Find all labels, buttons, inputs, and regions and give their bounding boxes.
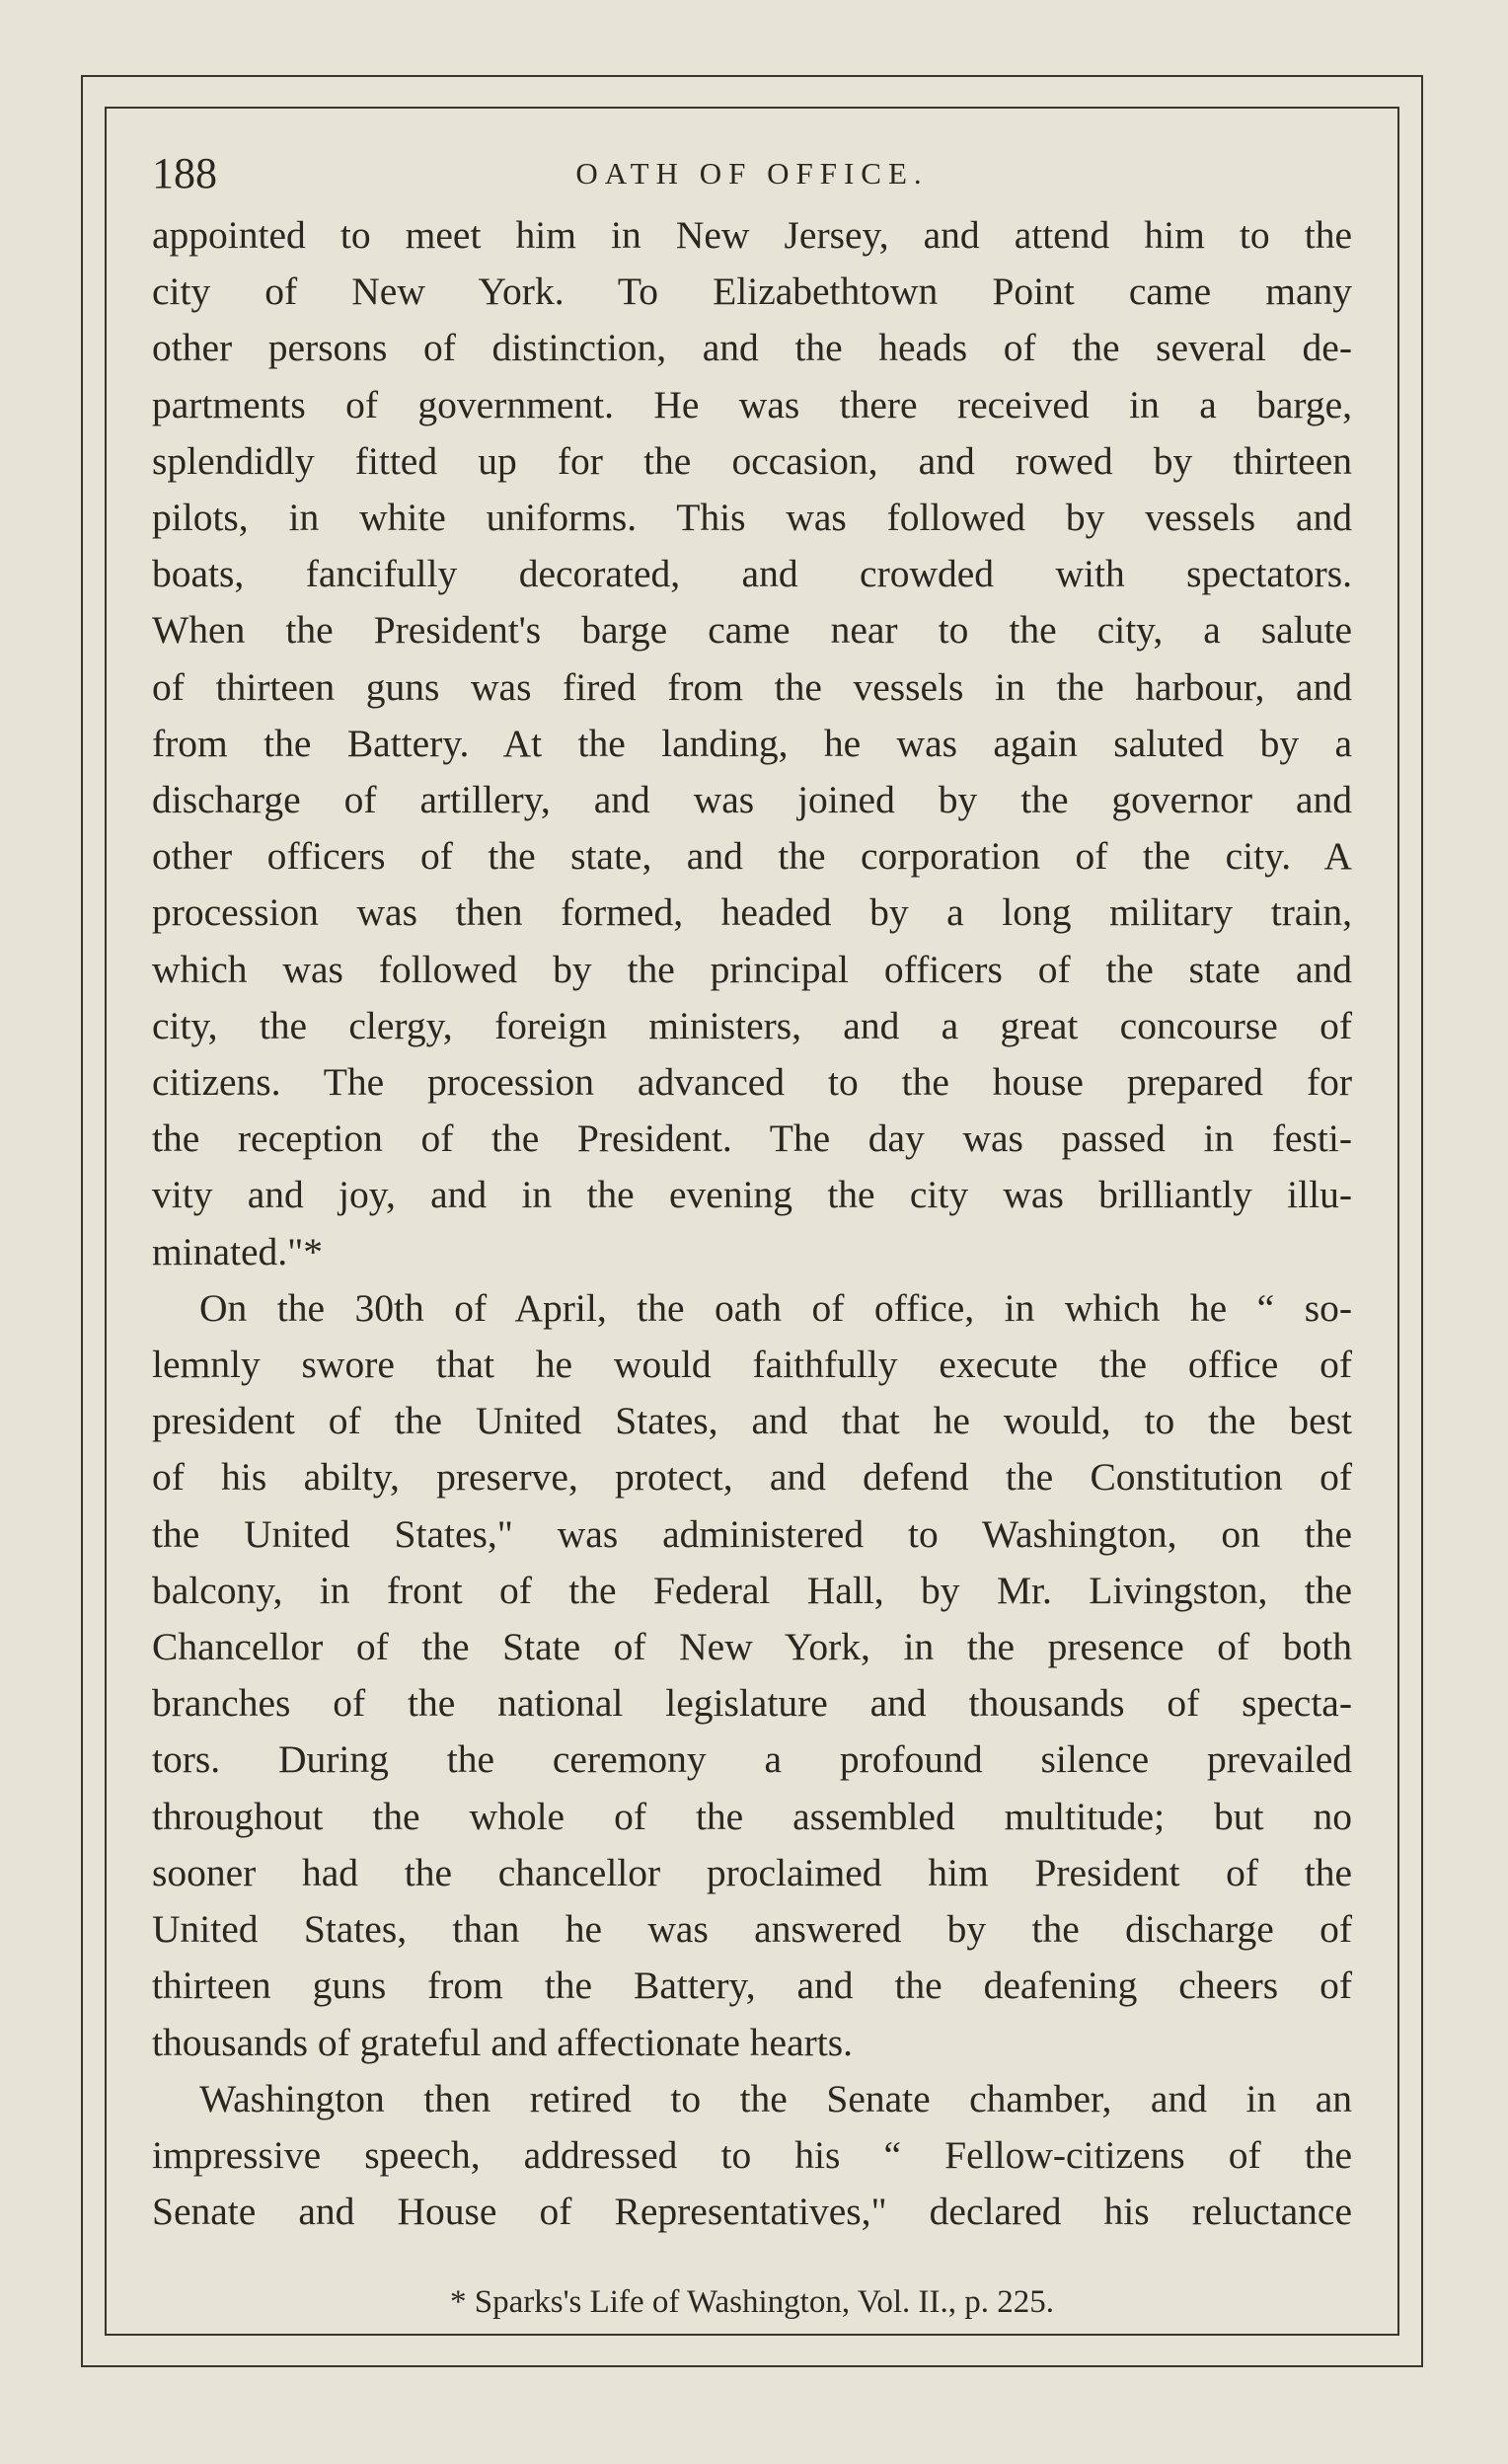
text-line: balcony, in front of the Federal Hall, by Mr. Livingston, the bbox=[152, 1568, 1352, 1612]
text-line: On the 30th of April, the oath of office, in which he “ so- bbox=[199, 1285, 1352, 1330]
text-line: minated."* bbox=[152, 1229, 323, 1273]
text-line: lemnly swore that he would faithfully execute the office of bbox=[152, 1343, 1352, 1387]
text-line: branches of the national legislature and thousands of specta- bbox=[152, 1681, 1352, 1726]
text-line: appointed to meet him in New Jersey, and attend him to the bbox=[152, 213, 1352, 257]
text-line: discharge of artillery, and was joined by the governor and bbox=[152, 778, 1352, 822]
text-line: city of New York. To Elizabethtown Point came many bbox=[152, 270, 1352, 314]
text-line: sooner had the chancellor proclaimed him President of the bbox=[152, 1850, 1352, 1894]
text-line: vity and joy, and in the evening the city was brilliantly illu- bbox=[152, 1173, 1352, 1217]
text-line: thousands of grateful and affectionate hearts. bbox=[152, 2020, 853, 2064]
text-line: other officers of the state, and the corporation of the city. A bbox=[152, 834, 1352, 879]
text-line: When the President's barge came near to the city, a salute bbox=[152, 608, 1352, 653]
text-line: from the Battery. At the landing, he was again saluted by a bbox=[152, 721, 1352, 765]
text-line: thirteen guns from the Battery, and the deafening cheers of bbox=[152, 1964, 1352, 2008]
text-line: the reception of the President. The day was passed in festi- bbox=[152, 1116, 1352, 1161]
text-line: tors. During the ceremony a profound silence prevailed bbox=[152, 1737, 1352, 1782]
page-header bbox=[152, 144, 1352, 203]
text-line: of thirteen guns was fired from the vessels in the harbour, and bbox=[152, 664, 1352, 709]
text-line: of his abilty, preserve, protect, and defend the Constitution of bbox=[152, 1455, 1352, 1500]
text-line: which was followed by the principal officers of the state and bbox=[152, 947, 1352, 991]
text-line: United States, than he was answered by the discharge of bbox=[152, 1907, 1352, 1952]
text-line: the United States," was administered to Washington, on the bbox=[152, 1511, 1352, 1556]
running-head: OATH OF OFFICE. bbox=[575, 156, 929, 191]
text-line: citizens. The procession advanced to the house prepared for bbox=[152, 1060, 1352, 1105]
text-line: splendidly fitted up for the occasion, and rowed by thirteen bbox=[152, 438, 1352, 483]
text-line: Washington then retired to the Senate chamber, and in an bbox=[199, 2076, 1352, 2120]
text-line: pilots, in white uniforms. This was followed by vessels and bbox=[152, 496, 1352, 540]
text-line: city, the clergy, foreign ministers, and a great concourse of bbox=[152, 1003, 1352, 1047]
text-line: procession was then formed, headed by a long military train, bbox=[152, 890, 1352, 935]
text-line: Chancellor of the State of New York, in the presence of both bbox=[152, 1625, 1352, 1669]
text-line: boats, fancifully decorated, and crowded with spectators. bbox=[152, 552, 1352, 596]
page-number: 188 bbox=[152, 149, 217, 197]
text-line: Senate and House of Representatives," declared his reluctance bbox=[152, 2190, 1352, 2234]
text-line: other persons of distinction, and the heads of the several de- bbox=[152, 326, 1352, 370]
page-frame bbox=[105, 107, 1399, 2336]
body-text bbox=[152, 207, 1352, 2240]
text-line: impressive speech, addressed to his “ Fellow-citizens of the bbox=[152, 2132, 1352, 2177]
text-line: partments of government. He was there received in a barge, bbox=[152, 382, 1352, 426]
text-line: president of the United States, and that he would, to the best bbox=[152, 1399, 1352, 1443]
outer-border bbox=[81, 75, 1423, 2367]
footnote: * Sparks's Life of Washington, Vol. II., p. 225. bbox=[450, 2284, 1054, 2320]
text-line: throughout the whole of the assembled multitude; but no bbox=[152, 1794, 1352, 1838]
